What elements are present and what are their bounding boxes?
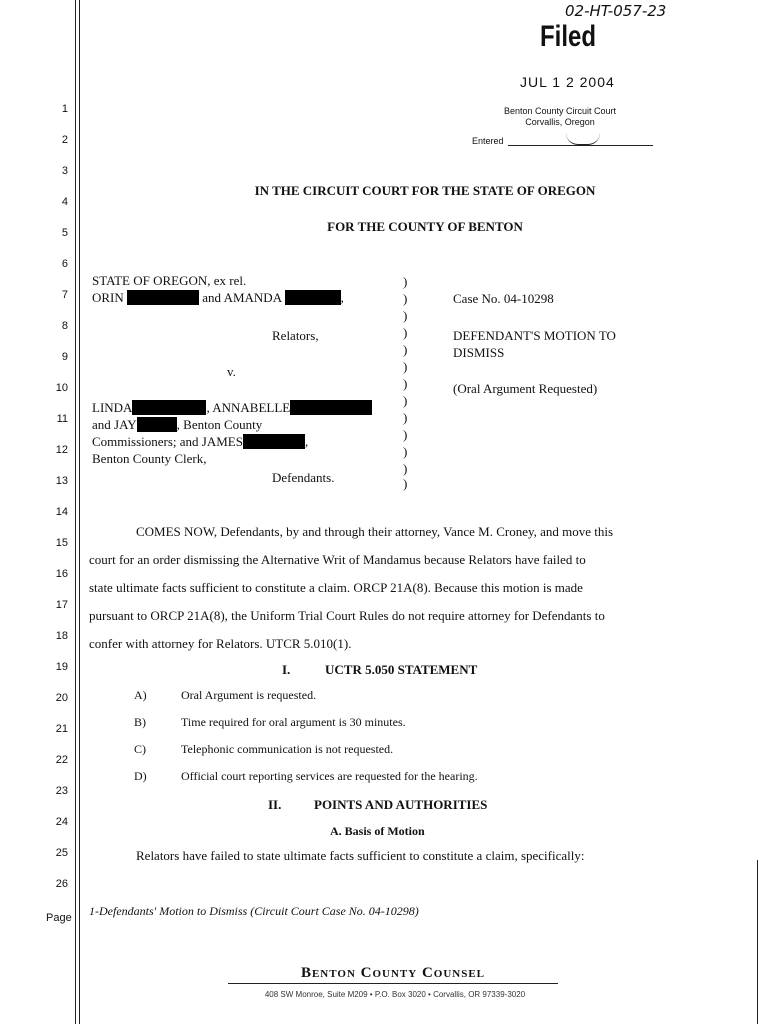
court-heading: IN THE CIRCUIT COURT FOR THE STATE OF OREGON: [254, 183, 596, 198]
line-number: 26: [55, 878, 68, 890]
footer-rule: [228, 983, 558, 984]
initials-signature: [566, 128, 600, 145]
line-number: 17: [55, 599, 68, 611]
intro-line-3: state ultimate facts sufficient to constitute a claim. ORCP 21A(8). Because this motion is made: [89, 580, 583, 595]
oral-argument-note: (Oral Argument Requested): [453, 381, 598, 396]
line-number: 9: [61, 351, 68, 363]
defendant-2-first-name: , ANNABELLE: [206, 400, 291, 415]
section-1-title: UCTR 5.050 STATEMENT: [325, 662, 478, 677]
line-number: 21: [55, 723, 68, 735]
redaction-bar: [127, 290, 199, 305]
margin-rule-left-inner: [79, 0, 80, 1024]
item-d-text: Official court reporting services are requested for the hearing.: [181, 769, 478, 783]
defendants-label: Defendants.: [272, 470, 335, 485]
stamp-court: Benton County Circuit Court: [503, 106, 617, 116]
item-c-letter: C): [134, 742, 146, 756]
line-number: 3: [61, 165, 68, 177]
defendant-line-1: [92, 400, 372, 416]
line-number: 19: [55, 661, 68, 673]
comma: ,: [340, 290, 344, 305]
relators-label: Relators,: [272, 328, 319, 343]
filed-stamp: Filed: [540, 20, 597, 53]
county-counsel-title: Benton County Counsel: [300, 965, 486, 981]
basis-text: Relators have failed to state ultimate facts sufficient to constitute a claim, specifically:: [136, 848, 585, 863]
page-label: Page: [46, 912, 72, 924]
line-number: 18: [55, 630, 68, 642]
defendant-3-first-name: and JAY: [92, 417, 137, 432]
motion-title-line-1: DEFENDANT'S MOTION TO: [453, 328, 616, 343]
redaction-bar: [132, 400, 206, 415]
relator-2-first-name: and AMANDA: [202, 290, 282, 305]
margin-rule-right: [757, 860, 758, 1024]
line-number: 8: [61, 320, 68, 332]
line-number: 25: [55, 847, 68, 859]
line-number: 12: [55, 444, 68, 456]
intro-line-5: confer with attorney for Relators. UTCR 5.010(1).: [89, 636, 352, 651]
versus-label: v.: [227, 364, 236, 379]
redaction-bar: [137, 417, 177, 432]
section-1-number: I.: [282, 662, 291, 677]
line-number: 6: [61, 258, 68, 270]
section-2-title: POINTS AND AUTHORITIES: [314, 797, 488, 812]
intro-line-2: court for an order dismissing the Alternative Writ of Mandamus because Relators have failed to: [89, 552, 586, 567]
line-number: 1: [61, 103, 68, 115]
redaction-bar: [285, 290, 341, 305]
page-caption: 1-Defendants' Motion to Dismiss (Circuit Court Case No. 04-10298): [89, 904, 419, 918]
commissioners-text: Commissioners; and JAMES: [92, 434, 243, 449]
intro-line-4: pursuant to ORCP 21A(8), the Uniform Trial Court Rules do not require attorney for Defendants to: [89, 608, 605, 623]
line-number: 4: [61, 196, 68, 208]
plaintiff-line-2: [92, 290, 344, 306]
section-2-number: II.: [268, 797, 282, 812]
county-counsel-address: 408 SW Monroe, Suite M209 • P.O. Box 3020 • Corvallis, OR 97339-3020: [264, 990, 526, 999]
benton-county-text: , Benton County: [176, 417, 263, 432]
line-number: 10: [55, 382, 68, 394]
item-b-letter: B): [134, 715, 146, 729]
item-d-letter: D): [134, 769, 147, 783]
motion-title-line-2: DISMISS: [453, 345, 505, 360]
item-a-text: Oral Argument is requested.: [181, 688, 317, 702]
intro-line-1: COMES NOW, Defendants, by and through their attorney, Vance M. Croney, and move this: [136, 524, 614, 539]
line-number: 15: [55, 537, 68, 549]
line-number: 14: [55, 506, 68, 518]
handwritten-case-number: 02-HT-057-23: [565, 2, 667, 20]
entered-line: [508, 145, 653, 146]
line-number: 13: [55, 475, 68, 487]
plaintiff-line-1: STATE OF OREGON, ex rel.: [92, 273, 247, 288]
item-c-text: Telephonic communication is not requested.: [181, 742, 394, 756]
county-heading: FOR THE COUNTY OF BENTON: [327, 219, 523, 234]
relator-1-first-name: ORIN: [92, 290, 124, 305]
comma: ,: [304, 434, 309, 449]
line-number: 7: [61, 289, 68, 301]
line-number: 16: [55, 568, 68, 580]
item-a-letter: A): [134, 688, 147, 702]
subsection-a-heading: A. Basis of Motion: [330, 824, 425, 838]
defendant-line-4: Benton County Clerk,: [92, 451, 207, 466]
stamp-city: Corvallis, Oregon: [525, 117, 595, 127]
filed-date: JUL 1 2 2004: [520, 74, 615, 90]
item-b-text: Time required for oral argument is 30 minutes.: [181, 715, 406, 729]
line-number: 23: [55, 785, 68, 797]
redaction-bar: [290, 400, 372, 415]
line-number: 24: [55, 816, 68, 828]
line-number: 22: [55, 754, 68, 766]
line-number: 2: [61, 134, 68, 146]
line-number: 20: [55, 692, 68, 704]
line-number: 5: [61, 227, 68, 239]
margin-rule-left: [75, 0, 76, 1024]
defendant-line-3: [92, 434, 308, 450]
stamp-entered-label: Entered: [472, 136, 504, 146]
line-number: 11: [56, 413, 68, 425]
defendant-1-first-name: LINDA: [92, 400, 133, 415]
case-number: Case No. 04-10298: [453, 291, 554, 306]
redaction-bar: [243, 434, 305, 449]
defendant-line-2: [92, 417, 262, 433]
